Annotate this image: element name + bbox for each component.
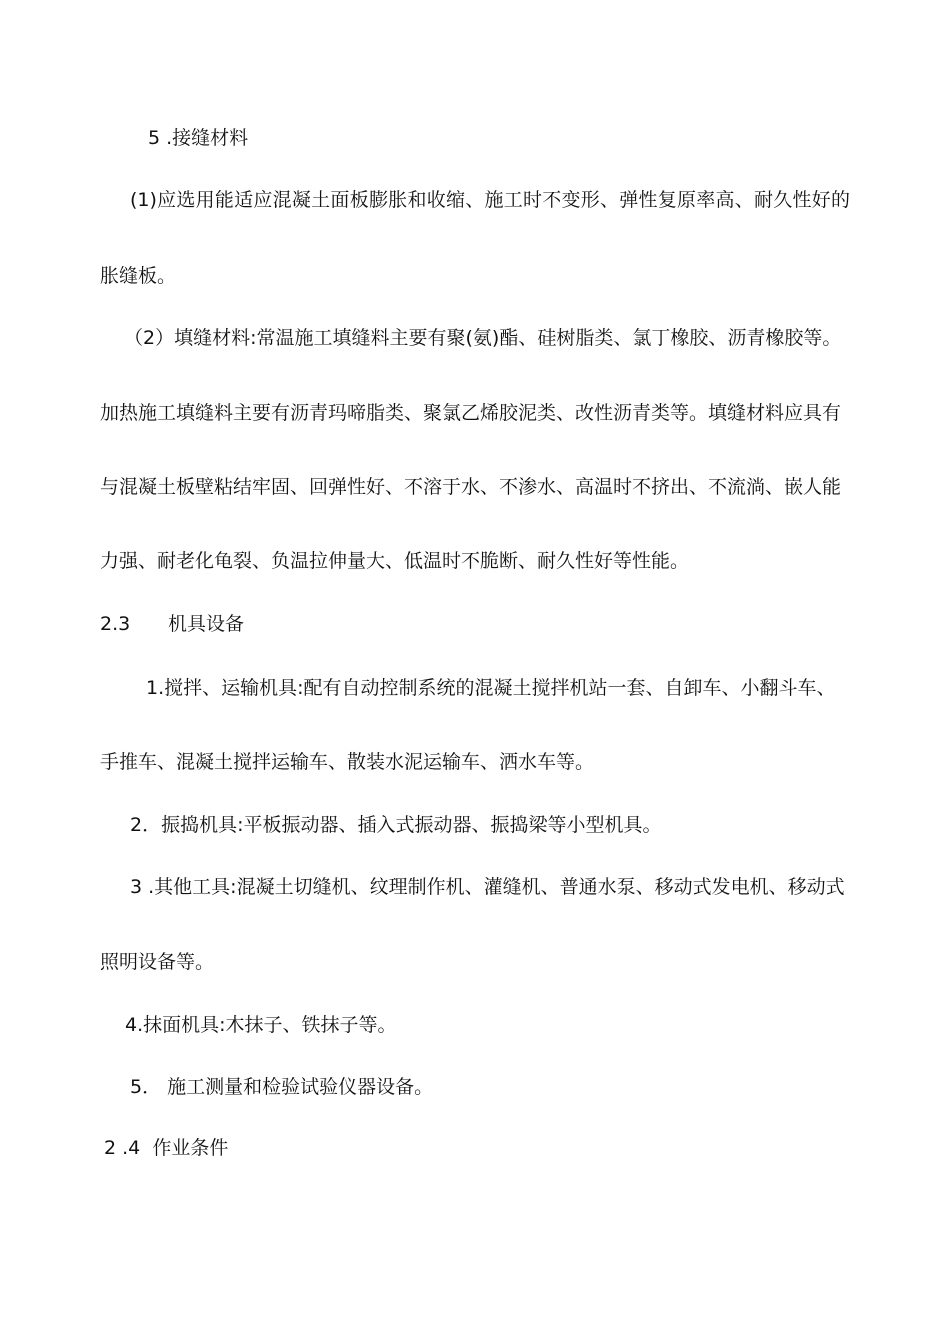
section-heading: 2 .4 作业条件 [104, 1137, 229, 1159]
paragraph-line: 加热施工填缝料主要有沥青玛啼脂类、聚氯乙烯胶泥类、改性沥青类等。填缝材料应具有 [100, 402, 842, 424]
list-item: 5． 施工测量和检验试验仪器设备。 [130, 1076, 434, 1098]
list-item: 3 .其他工具:混凝土切缝机、纹理制作机、灌缝机、普通水泵、移动式发电机、移动式 [130, 876, 845, 898]
paragraph-line: (1)应选用能适应混凝土面板膨胀和收缩、施工时不变形、弹性复原率高、耐久性好的 [130, 189, 850, 211]
list-item: 4.抹面机具:木抹子、铁抹子等。 [125, 1014, 397, 1036]
list-item: 1.搅拌、运输机具:配有自动控制系统的混凝土搅拌机站一套、自卸车、小翻斗车、 [146, 677, 836, 699]
list-item-continuation: 手推车、混凝土搅拌运输车、散装水泥运输车、洒水车等。 [100, 751, 595, 773]
section-number: 2.3 [100, 613, 131, 635]
paragraph-line: 与混凝土板壁粘结牢固、回弹性好、不溶于水、不渗水、高温时不挤出、不流淌、嵌人能 [100, 476, 842, 498]
heading-joint-materials: 5 .接缝材料 [148, 127, 249, 149]
paragraph-line: 胀缝板。 [100, 265, 177, 287]
paragraph-line: （2）填缝材料:常温施工填缝料主要有聚(氨)酯、硅树脂类、氯丁橡胶、沥青橡胶等。 [124, 327, 842, 349]
paragraph-line: 力强、耐老化龟裂、负温拉伸量大、低温时不脆断、耐久性好等性能。 [100, 550, 690, 572]
list-item-continuation: 照明设备等。 [100, 951, 215, 973]
section-title: 机具设备 [168, 613, 245, 635]
list-item: 2．振捣机具:平板振动器、插入式振动器、振捣梁等小型机具。 [130, 814, 662, 836]
